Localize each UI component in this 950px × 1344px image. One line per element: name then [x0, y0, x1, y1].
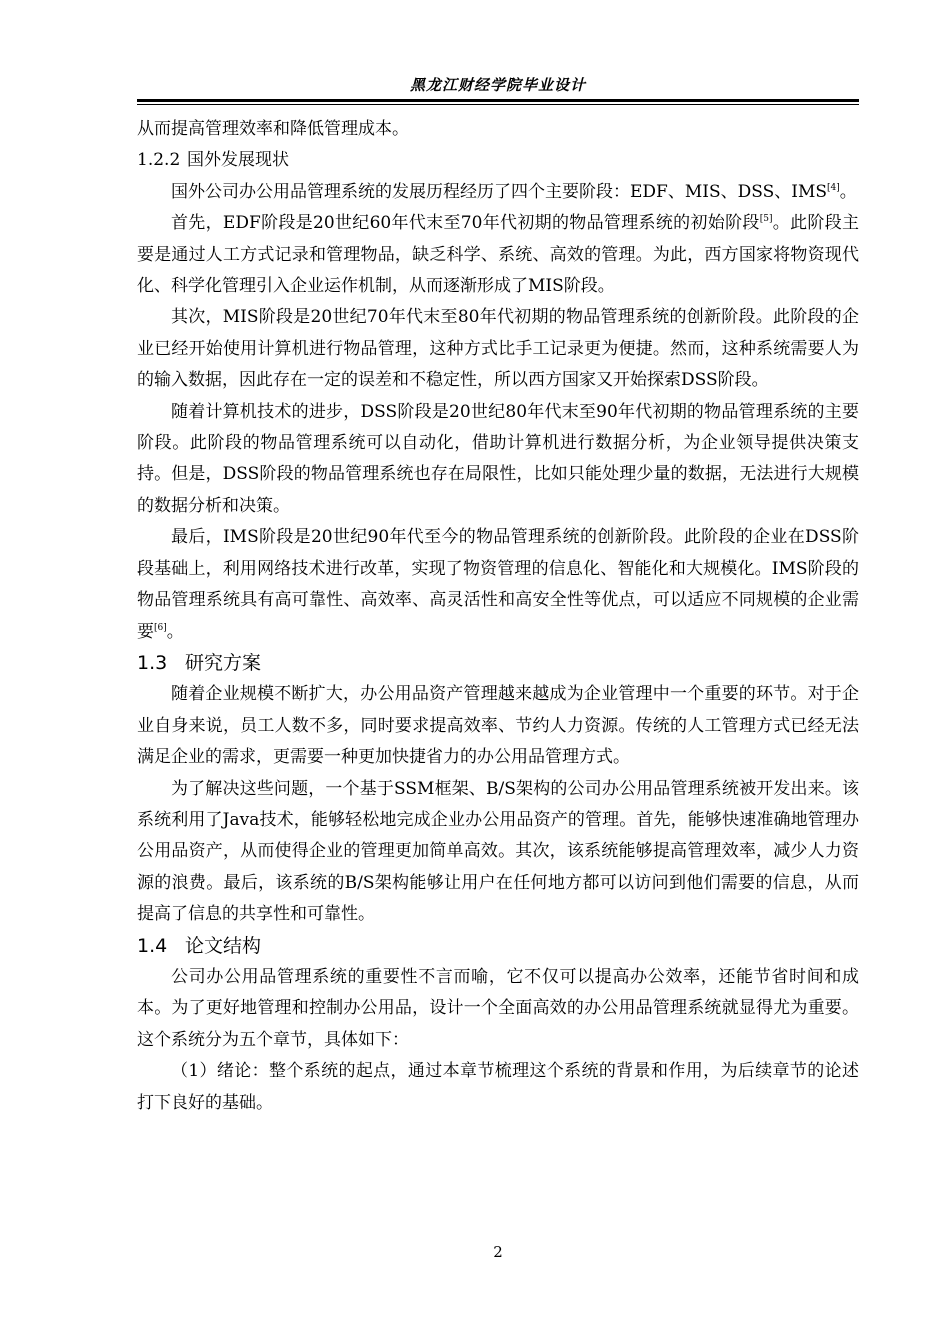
section-title: 研究方案: [185, 651, 262, 674]
section-heading-1-2-2: [137, 145, 859, 176]
paragraph: 公司办公用品管理系统的重要性不言而喻，它不仅可以提高办公效率，还能节省时间和成本。为了更好地管理和控制办公用品，设计一个全面高效的办公用品管理系统就显得尤为重要。这个系统分为五个章节，具体如下：: [137, 966, 859, 1050]
paragraph-text: 。: [166, 621, 184, 642]
paragraph-text: 最后，IMS阶段是20世纪90年代至今的物品管理系统的创新阶段。此阶段的企业在DSS阶段基础上，利用网络技术进行改革，实现了物资管理的信息化、智能化和大规模化。IMS阶段的物品管理系统具有高可靠性、高效率、高灵活性和高安全性等优点，可以适应不同规模的企业需要: [137, 527, 859, 642]
section-title: 国外发展现状: [187, 150, 289, 171]
section-number: 1.2.2: [137, 150, 181, 171]
header-rule-thick: [137, 99, 859, 102]
paragraph-text: 国外公司办公用品管理系统的发展历程经历了四个主要阶段：EDF、MIS、DSS、IMS: [171, 181, 827, 202]
paragraph: 从而提高管理效率和降低管理成本。: [137, 119, 409, 139]
section-title: 论文结构: [185, 934, 262, 957]
document-body: [137, 114, 859, 1119]
header-rule-thin: [137, 104, 859, 105]
paragraph: 为了解决这些问题，一个基于SSM框架、B/S架构的公司办公用品管理系统被开发出来。该系统利用了Java技术，能够轻松地完成企业办公用品资产的管理。首先，能够快速准确地管理办公用品资产，从而使得企业的管理更加简单高效。其次，该系统能够提高管理效率，减少人力资源的浪费。最后，该系统的B/S架构能够让用户在任何地方都可以访问到他们需要的信息，从而提高了信息的共享性和可靠性。: [137, 778, 859, 925]
paragraph: 随着企业规模不断扩大，办公用品资产管理越来越成为企业管理中一个重要的环节。对于企业自身来说，员工人数不多，同时要求提高效率、节约人力资源。传统的人工管理方式已经无法满足企业的需求，更需要一种更加快捷省力的办公用品管理方式。: [137, 684, 859, 768]
citation-ref: [6]: [154, 622, 167, 633]
paragraph-text: 。此阶段主要是通过人工方式记录和管理物品，缺乏科学、系统、高效的管理。为此，西方国家将物资现代化、科学化管理引入企业运作机制，从而逐渐形成了MIS阶段。: [137, 213, 860, 297]
paragraph-text: 首先，EDF阶段是20世纪60年代末至70年代初期的物品管理系统的初始阶段: [171, 213, 760, 234]
section-heading-1-3: [137, 648, 859, 679]
paragraph-text: 。: [839, 181, 857, 202]
page-header-title: 黑龙江财经学院毕业设计: [409, 76, 586, 94]
section-heading-1-4: [137, 931, 859, 962]
section-number: 1.3: [137, 651, 168, 674]
paragraph: （1）绪论：整个系统的起点，通过本章节梳理这个系统的背景和作用，为后续章节的论述打下良好的基础。: [137, 1061, 859, 1113]
paragraph: [137, 208, 859, 302]
section-number: 1.4: [137, 934, 168, 957]
citation-ref: [5]: [759, 214, 773, 225]
paragraph: [137, 177, 859, 208]
citation-ref: [4]: [827, 182, 840, 193]
paragraph: 其次，MIS阶段是20世纪70年代末至80年代初期的物品管理系统的创新阶段。此阶段的企业已经开始使用计算机进行物品管理，这种方式比手工记录更为便捷。然而，这种系统需要人为的输入数据，因此存在一定的误差和不稳定性，所以西方国家又开始探索DSS阶段。: [137, 307, 859, 391]
paragraph: [137, 522, 859, 648]
paragraph: 随着计算机技术的进步，DSS阶段是20世纪80年代末至90年代初期的物品管理系统的主要阶段。此阶段的物品管理系统可以自动化，借助计算机进行数据分析，为企业领导提供决策支持。但是，DSS阶段的物品管理系统也存在局限性，比如只能处理少量的数据，无法进行大规模的数据分析和决策。: [137, 401, 859, 516]
page-number: 2: [493, 1243, 503, 1261]
